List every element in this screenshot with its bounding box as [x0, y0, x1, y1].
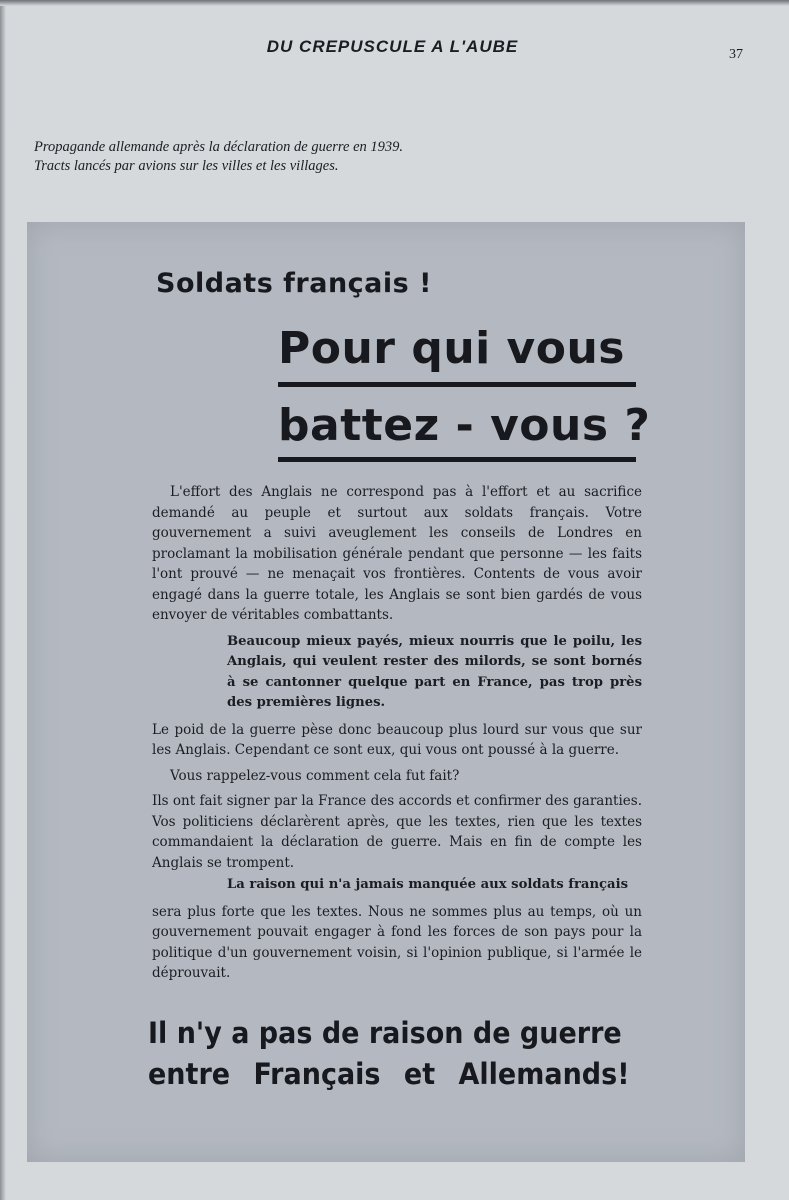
leaflet-closing-slogan — [148, 1014, 648, 1096]
body-paragraph-5: sera plus forte que les textes. Nous ne sommes plus au temps, où un gouvernement pouvait engager à fond les forces de son pays pour la politique d'un gouvernement voisin, si l'opinion publique, si l'armée le déprouvait. — [152, 903, 642, 981]
body-paragraph-3: Vous rappelez-vous comment cela fut fait? — [170, 767, 460, 784]
running-title — [0, 37, 789, 57]
headline-line-2: battez - vous ? — [278, 400, 651, 451]
page-top-shadow — [0, 0, 789, 6]
body-paragraph-4: Ils ont fait signer par la France des accords et confirmer des garanties. Vos politiciens déclarèrent après, que les textes, rien que les textes commandaient la déclaration de guerre. Mais en fin de compte les Anglais se trompent. — [152, 793, 642, 871]
closing-line-1: Il n'y a pas de raison de guerre — [148, 1017, 622, 1051]
closing-line-2: entre Français et Allemands! — [148, 1058, 630, 1092]
leaflet-salutation: Soldats français ! — [156, 268, 432, 299]
body-paragraph-2: Le poid de la guerre pèse donc beaucoup plus lourd sur vous que sur les Anglais. Cependant ce sont eux, qui vous ont poussé à la guerre. — [152, 721, 642, 758]
headline-rule-2 — [278, 457, 636, 462]
leaflet-headline — [278, 320, 651, 462]
caption-line-2: Tracts lancés par avions sur les villes et les villages. — [34, 158, 339, 174]
running-title-text: DU CREPUSCULE A L'AUBE — [266, 37, 519, 56]
propaganda-leaflet — [27, 222, 745, 1162]
caption-line-1: Propagande allemande après la déclaration de guerre en 1939. — [34, 139, 404, 155]
leaflet-body — [152, 482, 642, 984]
body-bold-line: La raison qui n'a jamais manquée aux soldats français — [227, 877, 629, 892]
figure-caption — [34, 138, 734, 176]
page-number: 37 — [729, 47, 743, 62]
page-binding-shadow — [0, 0, 6, 1200]
body-paragraph-1: L'effort des Anglais ne correspond pas à l'effort et au sacrifice demandé au peuple et surtout aux soldats français. Votre gouvernement a suivi aveuglement les conseils de Londres en proclamant la mobilisation générale pendant que personne — les faits l'ont prouvé — ne menaçait vos frontières. Contents de vous avoir engagé dans la guerre totale, les Anglais se sont bien gardés de vous envoyer de véritables combattants. — [152, 484, 642, 623]
headline-line-1: Pour qui vous — [278, 323, 625, 374]
headline-rule-1 — [278, 382, 636, 387]
body-bold-paragraph: Beaucoup mieux payés, mieux nourris que le poilu, les Anglais, qui veulent rester des milords, se sont bornés à se cantonner quelque part en France, pas trop près des premières lignes. — [227, 633, 642, 710]
